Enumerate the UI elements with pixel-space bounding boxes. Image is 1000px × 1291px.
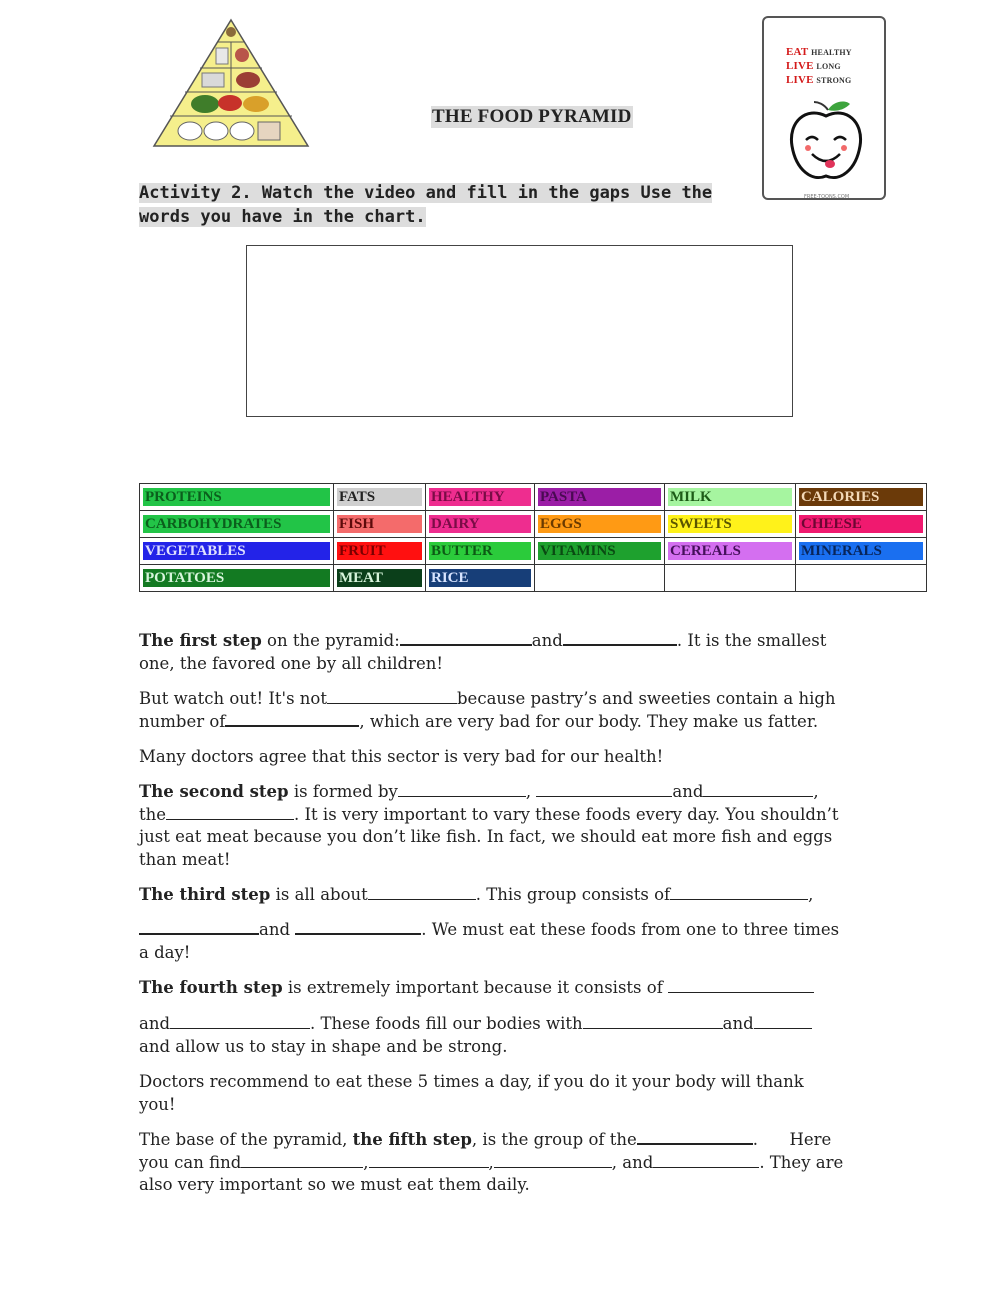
word-chip[interactable]: VEGETABLES bbox=[143, 542, 330, 560]
word-chip[interactable]: SWEETS bbox=[668, 515, 792, 533]
blank[interactable] bbox=[563, 630, 677, 646]
blank[interactable] bbox=[637, 1129, 753, 1145]
blank[interactable] bbox=[398, 782, 526, 797]
chart-cell bbox=[796, 484, 927, 511]
word-chip[interactable]: VITAMINS bbox=[538, 542, 661, 560]
chart-cell bbox=[334, 484, 426, 511]
blank[interactable] bbox=[139, 919, 259, 935]
blank[interactable] bbox=[166, 805, 294, 820]
chart-cell bbox=[426, 565, 535, 592]
apple-face-icon bbox=[784, 96, 868, 188]
word-chip[interactable]: PASTA bbox=[538, 488, 661, 506]
blank[interactable] bbox=[225, 711, 359, 727]
blank[interactable] bbox=[536, 782, 672, 797]
chart-cell bbox=[665, 565, 796, 592]
word-chip[interactable]: CEREALS bbox=[668, 542, 792, 560]
paragraph-watch-out: But watch out! It's not because pastry’s and sweeties contain a high number of , which are very bad for our body. They make us fatter. bbox=[139, 689, 836, 731]
chart-row bbox=[140, 484, 927, 511]
paragraph-fifth-step: The base of the pyramid, the fifth step, is the group of the . Here you can find , , , and . They are also very important so we must eat them daily. bbox=[139, 1130, 844, 1194]
chart-row bbox=[140, 511, 927, 538]
paragraph-doctors-agree: Many doctors agree that this sector is very bad for our health! bbox=[139, 747, 664, 766]
blank[interactable] bbox=[369, 1153, 489, 1168]
chart-cell bbox=[140, 565, 334, 592]
chart-row bbox=[140, 565, 927, 592]
paragraph-fourth-step-cont: and . These foods fill our bodies with and and allow us to stay in shape and be strong. bbox=[139, 1013, 859, 1058]
chart-cell bbox=[535, 538, 665, 565]
chart-cell bbox=[334, 511, 426, 538]
chart-cell bbox=[535, 565, 665, 592]
word-chip[interactable]: POTATOES bbox=[143, 569, 330, 587]
video-embed[interactable] bbox=[246, 245, 793, 417]
blank[interactable] bbox=[400, 630, 532, 646]
blank[interactable] bbox=[327, 689, 457, 704]
word-chart bbox=[139, 483, 927, 592]
word-chip[interactable]: MINERALS bbox=[799, 542, 923, 560]
word-chip[interactable]: FATS bbox=[337, 488, 422, 506]
blank[interactable] bbox=[653, 1153, 759, 1168]
chart-cell bbox=[665, 484, 796, 511]
blank[interactable] bbox=[754, 1014, 812, 1029]
paragraph-first-step: The first step on the pyramid: and . It is the smallest one, the favored one by all children! bbox=[139, 631, 827, 673]
blank[interactable] bbox=[670, 885, 808, 900]
word-chip[interactable]: EGGS bbox=[538, 515, 661, 533]
word-chip[interactable]: FRUIT bbox=[337, 542, 422, 560]
eat-healthy-poster: EAT HEALTHY LIVE LONG LIVE STRONG FREE-TOONS.COM bbox=[762, 16, 886, 200]
paragraph-fourth-step: The fourth step is extremely important because it consists of bbox=[139, 977, 859, 1000]
blank[interactable] bbox=[241, 1153, 363, 1168]
blank[interactable] bbox=[295, 919, 421, 935]
chart-cell bbox=[796, 538, 927, 565]
chart-cell bbox=[796, 565, 927, 592]
page-title: THE FOOD PYRAMID bbox=[432, 106, 632, 127]
word-chip[interactable]: CARBOHYDRATES bbox=[143, 515, 330, 533]
word-chip[interactable]: RICE bbox=[429, 569, 531, 587]
word-chip[interactable]: MILK bbox=[668, 488, 792, 506]
word-chip[interactable]: DAIRY bbox=[429, 515, 531, 533]
word-chip[interactable]: HEALTHY bbox=[429, 488, 531, 506]
chart-cell bbox=[535, 511, 665, 538]
paragraph-third-step: The third step is all about . This group consists of , bbox=[139, 885, 814, 904]
blank[interactable] bbox=[368, 885, 476, 900]
chart-cell bbox=[140, 538, 334, 565]
paragraph-third-step-cont: and . We must eat these foods from one to three times a day! bbox=[139, 920, 840, 962]
blank[interactable] bbox=[170, 1014, 310, 1029]
paragraph-doctors-recommend: Doctors recommend to eat these 5 times a day, if you do it your body will thank you! bbox=[139, 1072, 804, 1114]
blank[interactable] bbox=[494, 1153, 612, 1168]
chart-cell bbox=[426, 511, 535, 538]
word-chip[interactable]: BUTTER bbox=[429, 542, 531, 560]
blank[interactable] bbox=[583, 1014, 723, 1029]
word-chip[interactable]: PROTEINS bbox=[143, 488, 330, 506]
chart-cell bbox=[140, 484, 334, 511]
chart-cell bbox=[665, 538, 796, 565]
chart-cell bbox=[426, 538, 535, 565]
word-chip[interactable]: CHEESE bbox=[799, 515, 923, 533]
chart-cell bbox=[140, 511, 334, 538]
paragraph-second-step: The second step is formed by , and , the . It is very important to vary these foods every day. You shouldn’t just eat meat because you don’t like fish. In fact, we should eat more fish and eggs than meat! bbox=[139, 782, 839, 869]
chart-cell bbox=[334, 538, 426, 565]
blank[interactable] bbox=[668, 978, 814, 993]
chart-cell bbox=[334, 565, 426, 592]
chart-cell bbox=[535, 484, 665, 511]
blank[interactable] bbox=[703, 782, 813, 797]
chart-cell bbox=[665, 511, 796, 538]
word-chip[interactable]: MEAT bbox=[337, 569, 422, 587]
food-pyramid-image bbox=[150, 18, 312, 150]
word-chip[interactable]: FISH bbox=[337, 515, 422, 533]
activity-instructions: Activity 2. Watch the video and fill in the gaps Use the words you have in the chart. bbox=[139, 183, 713, 227]
chart-cell bbox=[796, 511, 927, 538]
chart-cell bbox=[426, 484, 535, 511]
chart-row bbox=[140, 538, 927, 565]
word-chip[interactable]: CALORIES bbox=[799, 488, 923, 506]
